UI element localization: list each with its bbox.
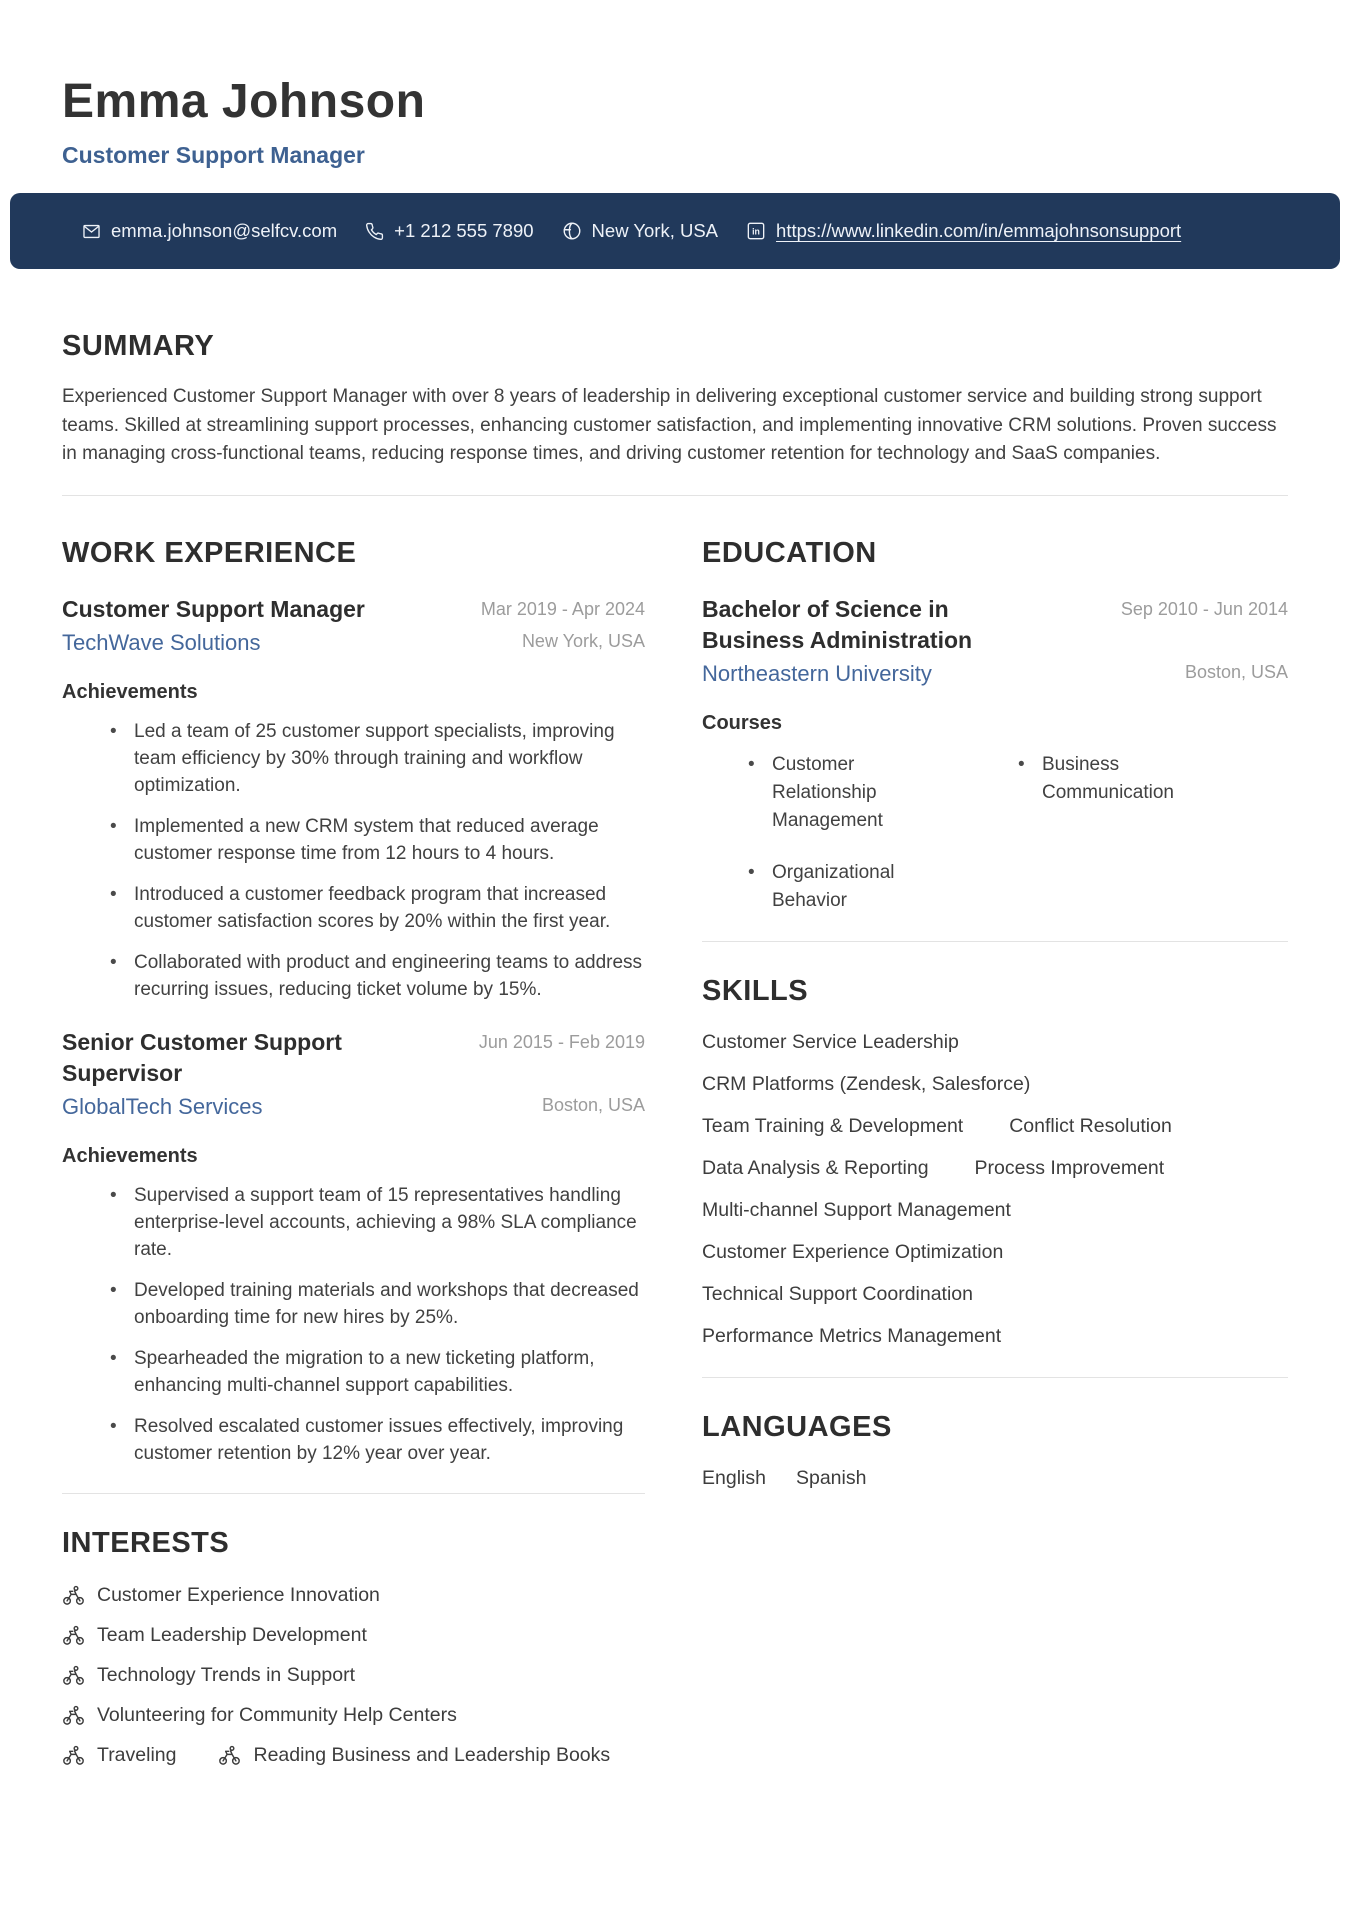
skills-row	[702, 1070, 1288, 1099]
contact-location	[562, 220, 718, 242]
contact-bar	[10, 193, 1340, 269]
phone-icon	[365, 222, 384, 241]
languages-divider	[702, 1377, 1288, 1378]
achievements-list	[62, 1182, 645, 1467]
linkedin-icon	[746, 221, 766, 241]
job-position: Customer Support Manager	[62, 595, 365, 622]
summary-heading: SUMMARY	[62, 330, 215, 363]
svg-text:in: in	[752, 226, 760, 237]
skills-row	[702, 1322, 1288, 1351]
skills-row	[702, 1238, 1288, 1267]
education-dates: Sep 2010 - Jun 2014	[1120, 598, 1288, 619]
interest-item	[62, 1742, 176, 1769]
interest-item	[62, 1622, 367, 1649]
achievement-item: • Implemented a new CRM system that reduced average customer response time from 12 hours to 4 hours.	[110, 813, 645, 867]
cyclist-icon	[62, 1584, 85, 1607]
school-name: Northeastern University	[702, 660, 932, 686]
skills-row	[702, 1112, 1288, 1141]
skill-item: CRM Platforms (Zendesk, Salesforce)	[702, 1072, 1031, 1095]
summary-section	[62, 329, 1288, 469]
skill-item: Customer Experience Optimization	[702, 1240, 1004, 1263]
skills-heading: SKILLS	[702, 974, 809, 1007]
work-experience-section	[62, 536, 645, 1467]
achievement-item: • Led a team of 25 customer support specialists, improving team efficiency by 30% through training and workflow optimization.	[110, 718, 645, 799]
skills-row	[702, 1154, 1288, 1183]
interests-heading: INTERESTS	[62, 1526, 230, 1559]
linkedin-link[interactable]: https://www.linkedin.com/in/emmajohnsonsupport	[776, 220, 1182, 242]
summary-divider	[62, 495, 1288, 496]
left-column	[62, 536, 645, 1769]
envelope-icon	[82, 222, 101, 241]
interest-label: Reading Business and Leadership Books	[253, 1743, 611, 1766]
job-entry	[62, 594, 645, 1003]
language-item: English	[702, 1466, 766, 1489]
job-position: Senior Customer Support Supervisor	[62, 1028, 342, 1086]
skill-item: Customer Service Leadership	[702, 1030, 959, 1053]
cyclist-icon	[62, 1624, 85, 1647]
achievement-item: • Introduced a customer feedback program that increased customer satisfaction scores by 20% within the first year.	[110, 881, 645, 935]
course-item: • Business Communication	[1018, 751, 1228, 835]
interest-label: Traveling	[97, 1743, 177, 1766]
education-entry	[702, 594, 1288, 915]
resume-body	[0, 329, 1350, 1769]
cyclist-icon	[62, 1704, 85, 1727]
job-company: GlobalTech Services	[62, 1093, 263, 1119]
interests-list	[62, 1582, 645, 1769]
skills-row	[702, 1280, 1288, 1309]
courses-list	[702, 751, 1288, 915]
achievement-item: • Supervised a support team of 15 representatives handling enterprise-level accounts, achieving a 98% SLA compliance rate.	[110, 1182, 645, 1263]
job-header	[62, 1027, 645, 1123]
skills-list	[702, 1028, 1288, 1351]
interests-section	[62, 1526, 645, 1769]
interest-item	[62, 1662, 355, 1689]
achievement-item: • Spearheaded the migration to a new ticketing platform, enhancing multi-channel support capabilities.	[110, 1345, 645, 1399]
person-name: Emma Johnson	[62, 75, 426, 128]
achievement-item: • Collaborated with product and engineering teams to address recurring issues, reducing ticket volume by 15%.	[110, 949, 645, 1003]
cyclist-icon	[62, 1664, 85, 1687]
two-column-layout	[62, 536, 1288, 1769]
education-location: Boston, USA	[1184, 662, 1288, 683]
interest-item	[62, 1702, 457, 1729]
skill-item: Technical Support Coordination	[702, 1282, 974, 1305]
interests-row	[62, 1742, 645, 1769]
job-title: Customer Support Manager	[62, 142, 365, 169]
course-item: • Organizational Behavior	[748, 859, 958, 915]
courses-label: Courses	[702, 711, 783, 734]
education-heading: EDUCATION	[702, 536, 877, 569]
interest-item	[62, 1582, 380, 1609]
work-heading: WORK EXPERIENCE	[62, 536, 357, 569]
interest-label: Team Leadership Development	[97, 1623, 367, 1646]
job-dates: Jun 2015 - Feb 2019	[478, 1031, 645, 1052]
skill-item: Data Analysis & Reporting	[702, 1156, 929, 1179]
interest-label: Customer Experience Innovation	[97, 1583, 380, 1606]
interest-label: Technology Trends in Support	[97, 1663, 355, 1686]
contact-email	[82, 220, 337, 242]
job-location: Boston, USA	[541, 1095, 645, 1116]
interest-label: Volunteering for Community Help Centers	[97, 1703, 457, 1726]
course-item: • Customer Relationship Management	[748, 751, 958, 835]
cyclist-icon	[62, 1744, 85, 1767]
header	[0, 0, 1350, 169]
interests-divider	[62, 1493, 645, 1494]
skill-item: Multi-channel Support Management	[702, 1198, 1011, 1221]
job-header	[62, 594, 645, 659]
email-text: emma.johnson@selfcv.com	[111, 220, 338, 242]
phone-text: +1 212 555 7890	[394, 220, 534, 242]
job-company: TechWave Solutions	[62, 629, 261, 655]
education-section	[702, 536, 1288, 915]
interest-item	[218, 1742, 610, 1769]
globe-icon	[562, 221, 582, 241]
skill-item: Team Training & Development	[702, 1114, 964, 1137]
summary-text: Experienced Customer Support Manager with over 8 years of leadership in delivering exceptional customer service and building strong support teams. Skilled at streamlining support processes, enhancing customer satisfaction, and implementing innovative CRM solutions. Proven success in managing cross-functional teams, reducing response times, and driving customer retention for technology and SaaS companies.	[62, 386, 1277, 465]
job-location: New York, USA	[521, 631, 645, 652]
achievements-label: Achievements	[62, 1144, 198, 1167]
interests-row	[62, 1582, 645, 1609]
job-dates: Mar 2019 - Apr 2024	[480, 598, 645, 619]
skills-section	[702, 974, 1288, 1351]
skill-item: Process Improvement	[974, 1156, 1165, 1179]
right-column	[702, 536, 1288, 1492]
languages-list	[702, 1464, 1288, 1492]
cyclist-icon	[218, 1744, 241, 1767]
achievements-label: Achievements	[62, 680, 198, 703]
contact-linkedin	[746, 220, 1181, 242]
languages-heading: LANGUAGES	[702, 1410, 892, 1443]
degree-title: Bachelor of Science in Business Administration	[702, 595, 973, 653]
language-item: Spanish	[795, 1466, 867, 1489]
languages-section	[702, 1410, 1288, 1492]
location-text: New York, USA	[591, 220, 719, 242]
skill-item: Conflict Resolution	[1009, 1114, 1172, 1137]
interests-row	[62, 1622, 645, 1649]
achievements-list	[62, 718, 645, 1003]
achievement-item: • Developed training materials and workshops that decreased onboarding time for new hires by 25%.	[110, 1277, 645, 1331]
achievement-item: • Resolved escalated customer issues effectively, improving customer retention by 12% year over year.	[110, 1413, 645, 1467]
skills-divider	[702, 941, 1288, 942]
skill-item: Performance Metrics Management	[702, 1324, 1002, 1347]
job-entry	[62, 1027, 645, 1467]
education-header	[702, 594, 1288, 690]
skills-row	[702, 1028, 1288, 1057]
skills-row	[702, 1196, 1288, 1225]
contact-phone	[365, 220, 533, 242]
interests-row	[62, 1702, 645, 1729]
interests-row	[62, 1662, 645, 1689]
